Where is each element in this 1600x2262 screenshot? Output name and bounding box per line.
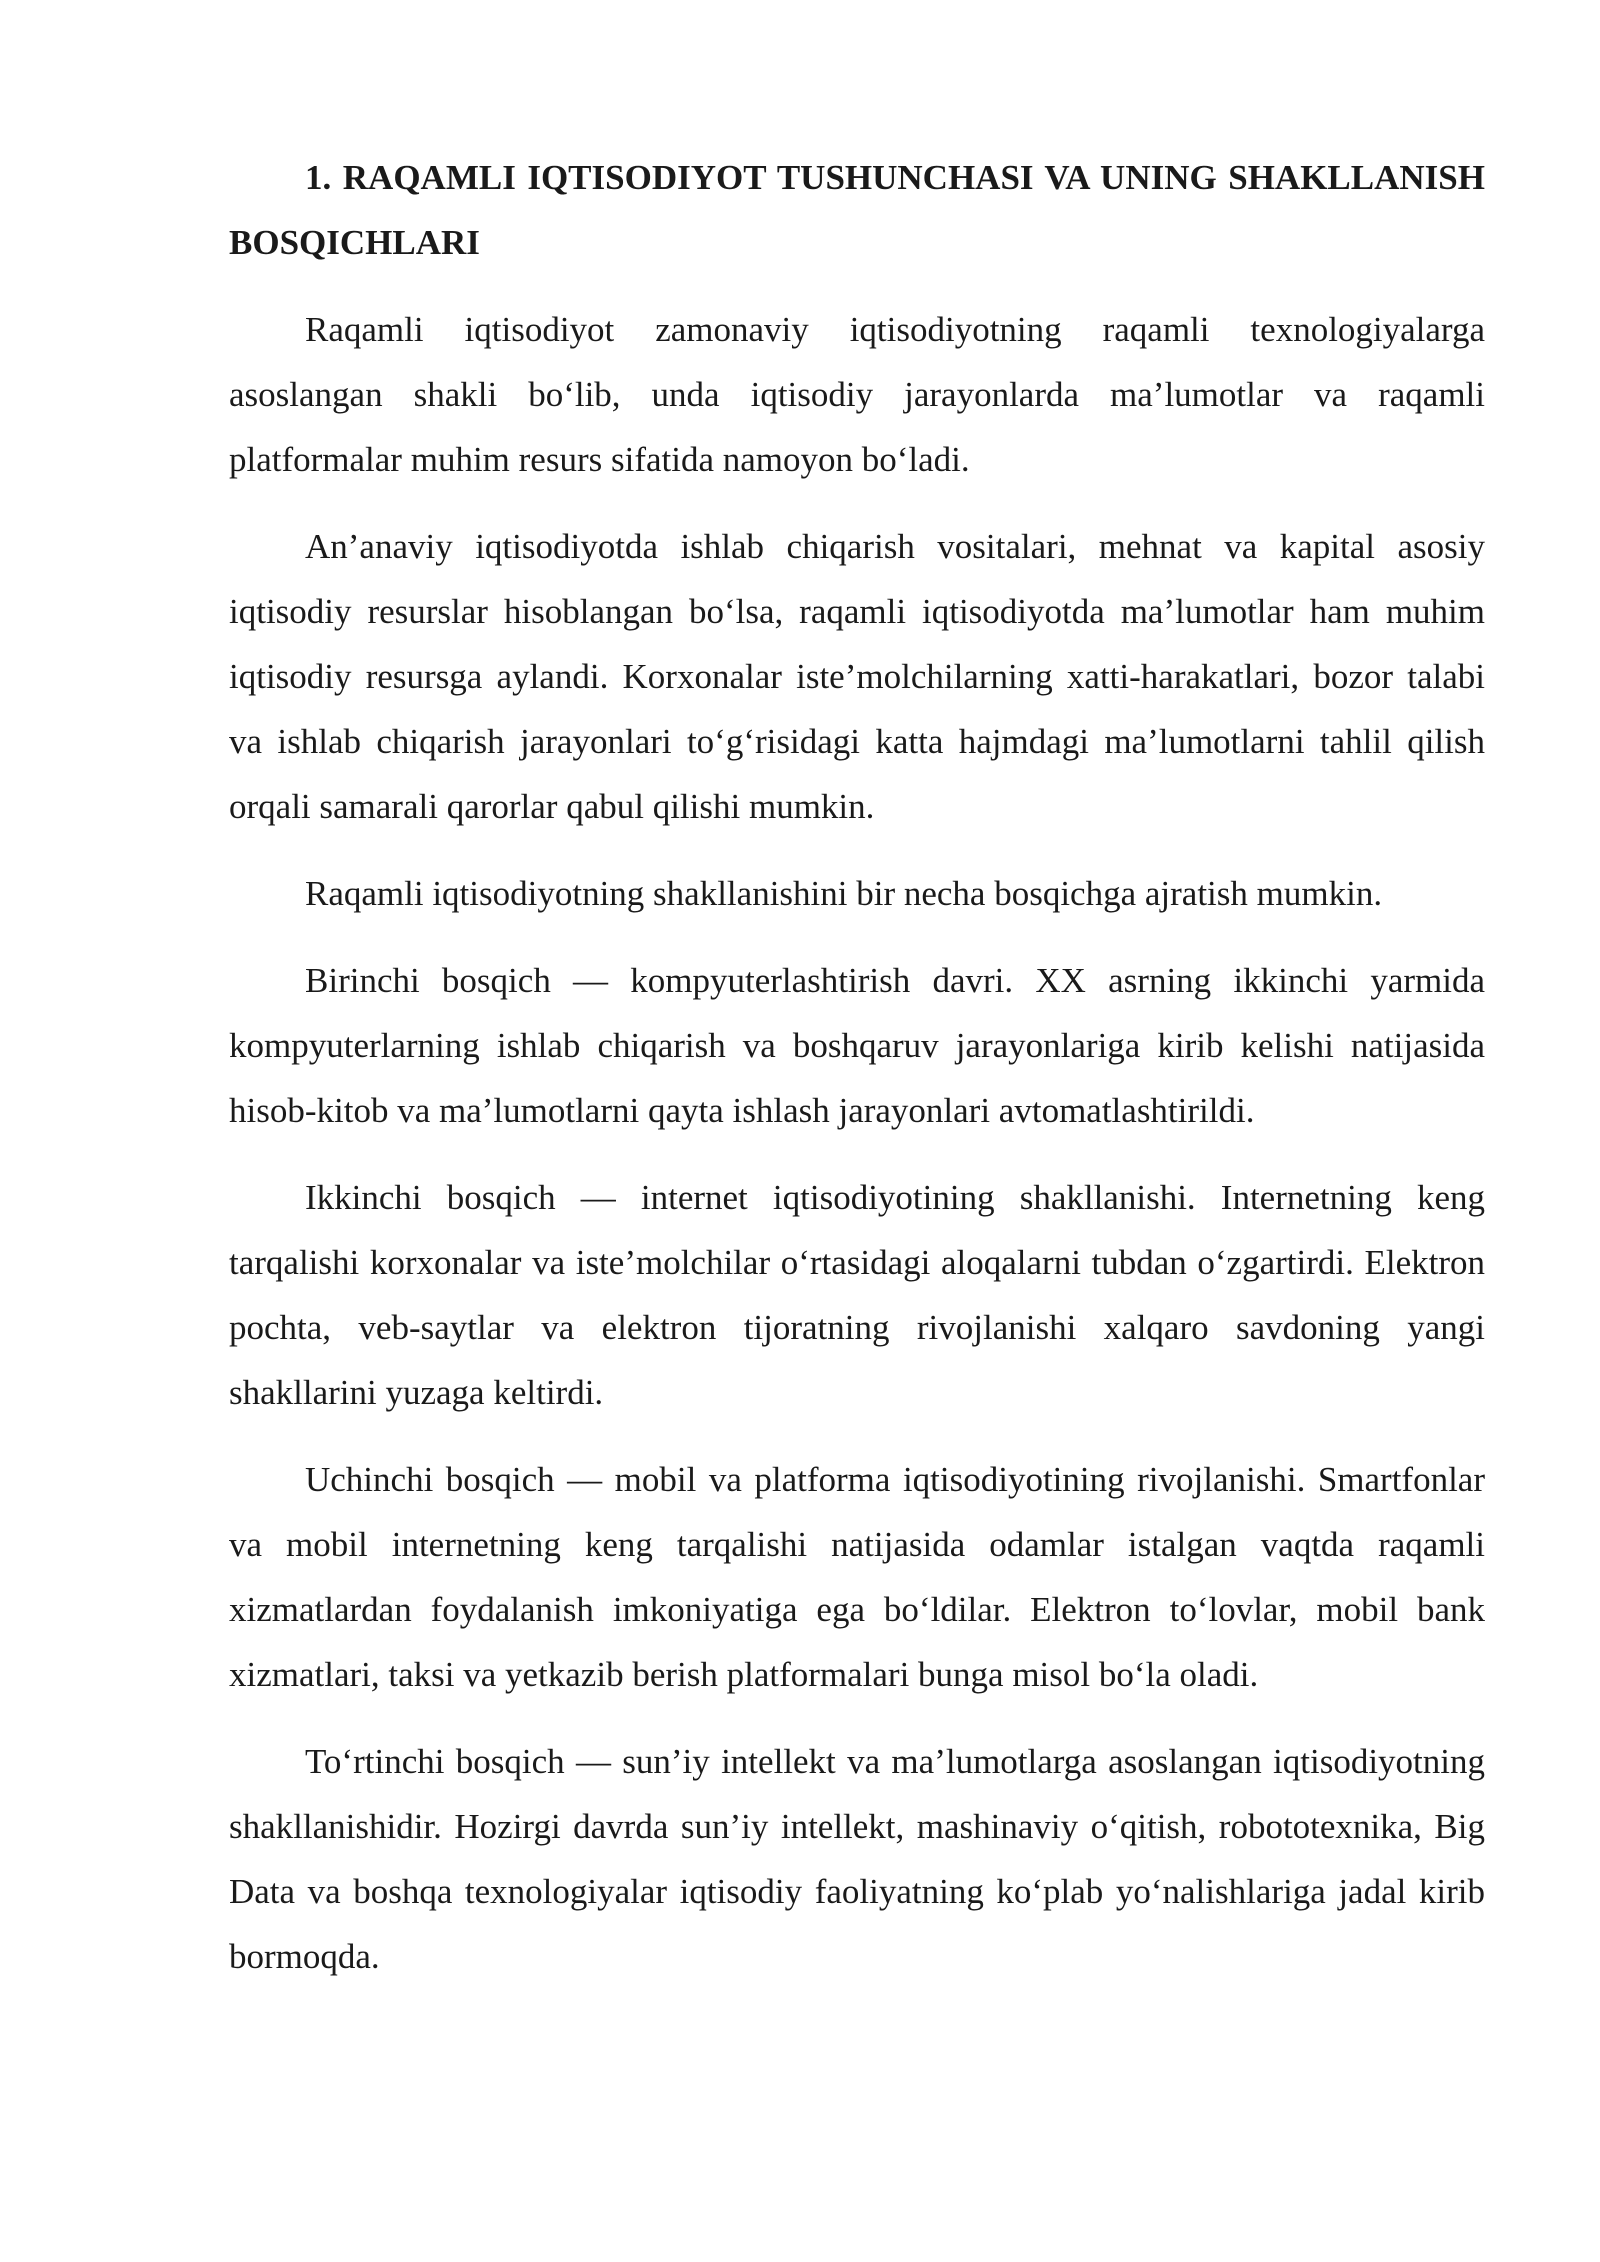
paragraph-stage-2: Ikkinchi bosqich — internet iqtisodiyotining shakllanishi. Internetning keng tarqalishi korxonalar va iste’molchilar o‘rtasidagi aloqalarni tubdan o‘zgartirdi. Elektron pochta, veb-saytlar va elektron tijoratning rivojlanishi xalqaro savdoning yangi shakllarini yuzaga keltirdi. <box>229 1178 1485 1412</box>
document-page <box>229 145 1485 2011</box>
paragraph-definition: Raqamli iqtisodiyot zamonaviy iqtisodiyotning raqamli texnologiyalarga asoslangan shakli bo‘lib, unda iqtisodiy jarayonlarda ma’lumotlar va raqamli platformalar muhim resurs sifatida namoyon bo‘ladi. <box>229 310 1485 479</box>
paragraph-stage-1: Birinchi bosqich — kompyuterlashtirish davri. XX asrning ikkinchi yarmida kompyuterlarning ishlab chiqarish va boshqaruv jarayonlariga kirib kelishi natijasida hisob-kitob va ma’lumotlarni qayta ishlash jarayonlari avtomatlashtirildi. <box>229 961 1485 1130</box>
paragraph-stages-intro: Raqamli iqtisodiyotning shakllanishini bir necha bosqichga ajratish mumkin. <box>305 874 1383 913</box>
section-heading: 1. RAQAMLI IQTISODIYOT TUSHUNCHASI VA UNING SHAKLLANISH BOSQICHLARI <box>229 158 1485 262</box>
paragraph-stage-4: To‘rtinchi bosqich — sun’iy intellekt va ma’lumotlarga asoslangan iqtisodiyotning shakllanishidir. Hozirgi davrda sun’iy intellekt, mashinaviy o‘qitish, robototexnika, Big Data va boshqa texnologiyalar iqtisodiy faoliyatning ko‘plab yo‘nalishlariga jadal kirib bormoqda. <box>229 1742 1485 1976</box>
paragraph-data-resource: An’anaviy iqtisodiyotda ishlab chiqarish vositalari, mehnat va kapital asosiy iqtisodiy resurslar hisoblangan bo‘lsa, raqamli iqtisodiyotda ma’lumotlar ham muhim iqtisodiy resursga aylandi. Korxonalar iste’molchilarning xatti-harakatlari, bozor talabi va ishlab chiqarish jarayonlari to‘g‘risidagi katta hajmdagi ma’lumotlarni tahlil qilish orqali samarali qarorlar qabul qilishi mumkin. <box>229 527 1485 826</box>
paragraph-stage-3: Uchinchi bosqich — mobil va platforma iqtisodiyotining rivojlanishi. Smartfonlar va mobil internetning keng tarqalishi natijasida odamlar istalgan vaqtda raqamli xizmatlardan foydalanish imkoniyatiga ega bo‘ldilar. Elektron to‘lovlar, mobil bank xizmatlari, taksi va yetkazib berish platformalari bunga misol bo‘la oladi. <box>229 1460 1485 1694</box>
